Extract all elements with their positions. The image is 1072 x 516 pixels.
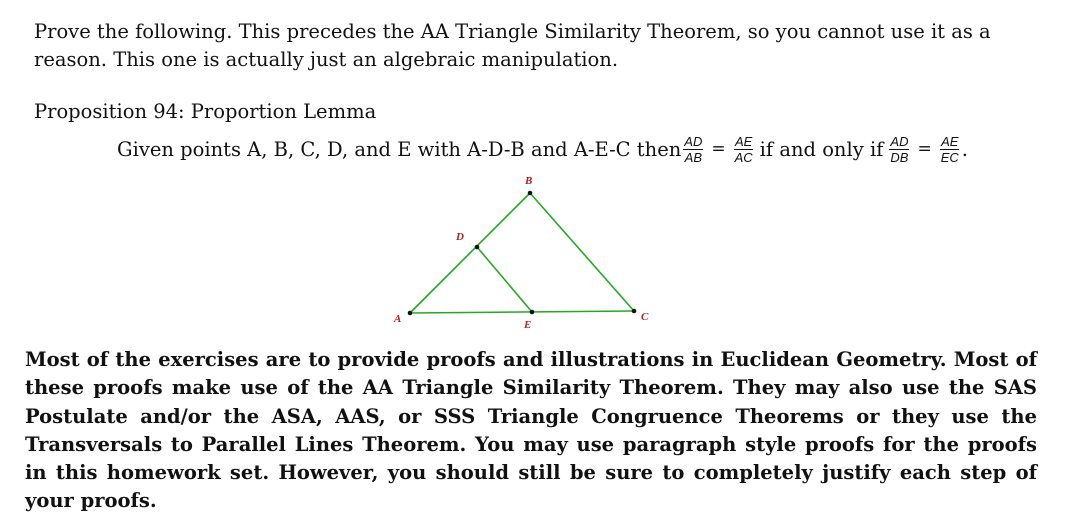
segment-ac: [410, 311, 634, 313]
fraction-denominator: EC: [940, 149, 959, 165]
instructions-paragraph: [34, 18, 1034, 74]
statement-lead: Given points A, B, C, D, and E with A-D-B and A-E-C then: [117, 137, 682, 161]
proposition-title: Proposition 94: Proportion Lemma: [34, 100, 377, 123]
instructions-line-1: Prove the following. This precedes the AA Triangle Similarity Theorem, so you cannot use it as a: [34, 20, 991, 43]
label-d: D: [456, 231, 464, 243]
segment-de: [477, 247, 532, 312]
fraction-denominator: DB: [890, 149, 909, 165]
statement-period: .: [961, 137, 968, 161]
segment-ab: [410, 193, 530, 313]
fraction-denominator: AB: [684, 149, 702, 165]
triangle-diagram: [380, 168, 670, 338]
point-d: [475, 245, 480, 250]
label-e: E: [524, 319, 532, 331]
point-a: [408, 311, 413, 316]
fraction-numerator: AE: [941, 133, 959, 149]
equals-sign: =: [711, 139, 726, 159]
point-b: [528, 191, 533, 196]
point-e: [530, 310, 535, 315]
fraction-numerator: AE: [734, 133, 753, 149]
homework-notes: Most of the exercises are to provide proofs and illustrations in Euclidean Geometry. Most of these proofs make use of the AA Triangle Similarity Theorem. They may also use the SAS Postulate and/or the ASA, AAS, or SSS Triangle Congruence Theorems or they use the Transversals to Parallel Lines Theorem. You may use paragraph style proofs for the proofs in this homework set. However, you should still be sure to completely justify each step of your proofs.: [25, 348, 1037, 513]
equals-sign: =: [917, 139, 932, 159]
instructions-line-2: reason. This one is actually just an algebraic manipulation.: [34, 48, 619, 71]
fraction-ae-ac: [734, 134, 754, 165]
fraction-ae-ec: [940, 134, 960, 165]
segment-bc: [530, 193, 634, 311]
fraction-denominator: AC: [734, 149, 753, 165]
label-c: C: [641, 311, 649, 323]
fraction-numerator: AD: [890, 133, 909, 149]
point-c: [632, 309, 637, 314]
fraction-numerator: AD: [684, 133, 703, 149]
fraction-ad-db: [889, 134, 909, 165]
label-b: B: [525, 175, 533, 187]
fraction-ad-ab: [683, 134, 703, 165]
proposition-statement: [117, 127, 968, 171]
statement-connector: if and only if: [759, 137, 884, 161]
label-a: A: [394, 313, 402, 325]
